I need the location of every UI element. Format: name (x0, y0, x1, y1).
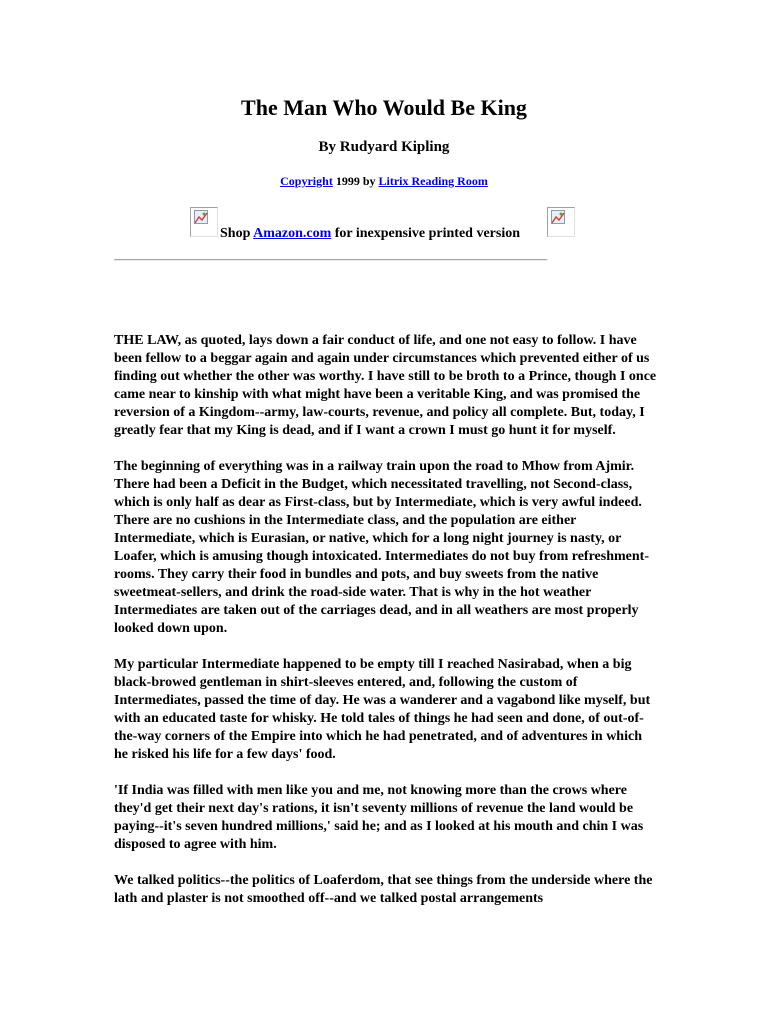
author-byline: By Rudyard Kipling (318, 139, 450, 155)
broken-image-icon (194, 210, 212, 226)
page-title: The Man Who Would Be King (241, 95, 527, 120)
paragraph: We talked politics--the politics of Loaferdom, that see things from the underside where the lath and plaster is not smoothed off--and we talked postal arrangements (114, 873, 653, 906)
left-image[interactable] (190, 207, 218, 237)
copyright-year-text: 1999 by (332, 174, 379, 188)
paragraph: THE LAW, as quoted, lays down a fair conduct of life, and one not easy to follow. I have been fellow to a beggar again and again under circumstances which prevented either of us finding out whether the other was worthy. I have still to be broth to a Prince, though I once came near to kinship with what might have been a veritable King, and was promised the reversion of a Kingdom--army, law-courts, revenue, and policy all complete. But, today, I greatly fear that my King is dead, and if I want a crown I must go hunt it for myself. (114, 333, 657, 438)
paragraph: My particular Intermediate happened to be empty till I reached Nasirabad, when a big black-browed gentleman in shirt-sleeves entered, and, following the custom of Intermediates, passed the time of day. He was a wanderer and a vagabond like myself, but with an educated taste for whisky. He told tales of things he had seen and done, of out-of-the-way corners of the Empire into which he had penetrated, and of adventures in which he risked his life for a few days' food. (114, 657, 651, 762)
shop-line (220, 225, 520, 243)
right-image[interactable] (547, 207, 575, 237)
shop-suffix: for inexpensive printed version (331, 226, 520, 241)
paragraph: 'If India was filled with men like you and me, not knowing more than the crows where they'd get their next day's rations, it isn't seventy millions of revenue the land would be paying--it's seven hundred millions,' said he; and as I looked at his mouth and chin I was disposed to agree with him. (114, 783, 644, 852)
publisher-link[interactable]: Litrix Reading Room (378, 174, 488, 188)
copyright-link[interactable]: Copyright (280, 174, 333, 188)
horizontal-divider (114, 259, 547, 261)
copyright-line (0, 173, 768, 189)
amazon-link[interactable]: Amazon.com (253, 226, 332, 241)
shop-prefix: Shop (220, 226, 254, 241)
paragraph: The beginning of everything was in a railway train upon the road to Mhow from Ajmir. There had been a Deficit in the Budget, which necessitated travelling, not Second-class, which is only half as dear as First-class, but by Intermediate, which is very awful indeed. There are no cushions in the Intermediate class, and the population are either Intermediate, which is Eurasian, or native, which for a long night journey is nasty, or Loafer, which is amusing though intoxicated. Intermediates do not buy from refreshment-rooms. They carry their food in bundles and pots, and buy sweets from the native sweetmeat-sellers, and drink the road-side water. That is why in the hot weather Intermediates are taken out of the carriages dead, and in all weathers are most properly looked down upon. (114, 459, 649, 636)
story-body (114, 332, 659, 926)
broken-image-icon (551, 210, 569, 226)
